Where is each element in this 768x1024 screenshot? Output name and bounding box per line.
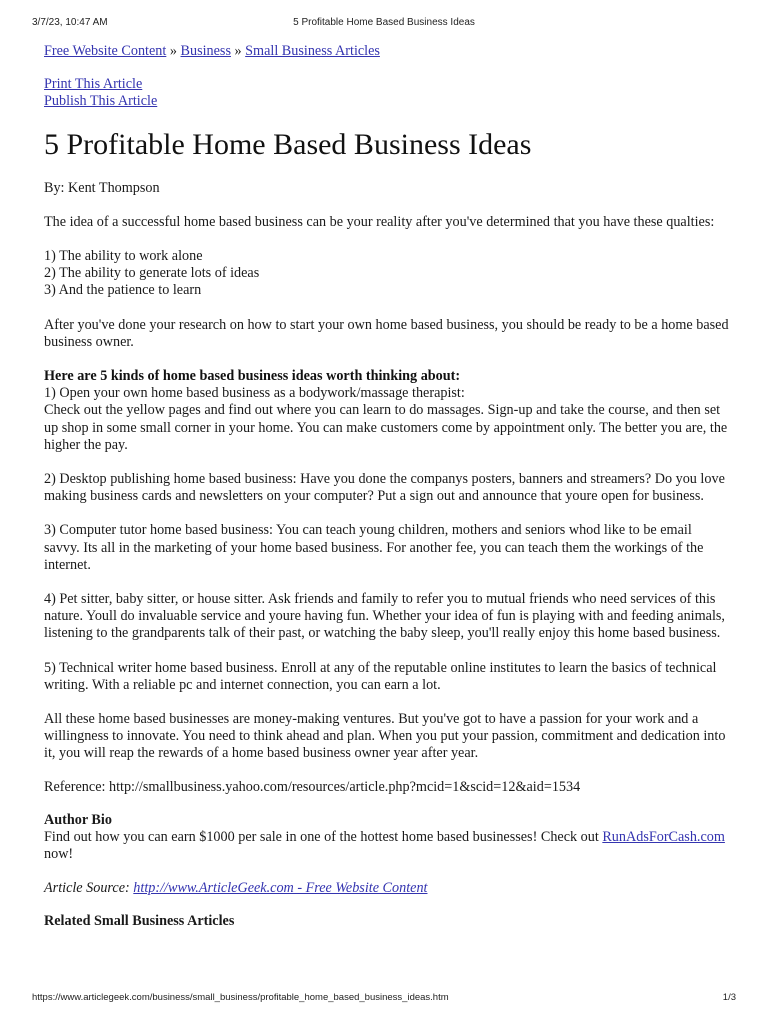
- print-date: 3/7/23, 10:47 AM: [32, 17, 108, 28]
- list-item: 3) And the patience to learn: [44, 282, 202, 299]
- author-bio-text-before: Find out how you can earn $1000 per sale in one of the hottest home based businesses! Check out: [44, 829, 603, 846]
- article-source-link[interactable]: http://www.ArticleGeek.com - Free Website Content: [133, 879, 428, 896]
- print-header: [32, 17, 736, 31]
- breadcrumb-business[interactable]: Business: [180, 43, 231, 59]
- after-research-paragraph: After you've done your research on how to start your own home based business, you should be ready to be a home based business owner.: [44, 316, 729, 350]
- article-source-label: Article Source:: [44, 879, 134, 896]
- idea-1-body: Check out the yellow pages and find out where you can learn to do massages. Sign-up and take the course, and then set up shop in some small corner in your home. You can make customers come by appointment only. The better you are, the higher the pay.: [44, 402, 728, 453]
- breadcrumb-separator: »: [234, 43, 242, 59]
- article-intro: The idea of a successful home based business can be your reality after you've determined that you have these qualties:: [44, 213, 715, 230]
- breadcrumb-small-business-articles[interactable]: Small Business Articles: [245, 43, 380, 59]
- list-item: 2) The ability to generate lots of ideas: [44, 265, 260, 282]
- author-bio-text: [44, 829, 730, 863]
- ideas-section: [44, 368, 730, 454]
- print-article-link[interactable]: Print This Article: [44, 76, 143, 93]
- related-articles-heading: Related Small Business Articles: [44, 912, 235, 929]
- author-bio-title: Author Bio: [44, 811, 112, 828]
- breadcrumb-free-website-content[interactable]: Free Website Content: [44, 43, 167, 59]
- breadcrumb: [44, 43, 730, 60]
- idea-3-paragraph: 3) Computer tutor home based business: You can teach young children, mothers and seniors whod like to be email savvy. Its all in the marketing of your home based business. For another fee, you can teach them the workings of the internet.: [44, 522, 704, 573]
- conclusion-paragraph: All these home based businesses are money-making ventures. But you've got to have a passion for your work and a willingness to innovate. You need to think ahead and plan. When you put your passion, commitment and dedication into it, you will reap the rewards of a home based business owner year after year.: [44, 711, 726, 762]
- idea-4-paragraph: 4) Pet sitter, baby sitter, or house sitter. Ask friends and family to refer you to mutual friends who need services of this nature. Youll do invaluable service and youre having fun. Whether your idea of fun is playing with and feeding animals, listening to the grandparents talk of their past, or watching the baby sleep, you'll really enjoy this home based business.: [44, 591, 725, 642]
- idea-5-paragraph: 5) Technical writer home based business. Enroll at any of the reputable online institutes to learn the basics of technical writing. With a reliable pc and internet connection, you can earn a lot.: [44, 659, 717, 693]
- runadsforcash-link[interactable]: RunAdsForCash.com: [602, 829, 725, 846]
- qualities-list: [44, 248, 730, 300]
- breadcrumb-separator: »: [169, 43, 177, 59]
- reference-line: Reference: http://smallbusiness.yahoo.com/resources/article.php?mcid=1&scid=12&aid=1534: [44, 778, 581, 795]
- article-byline: By: Kent Thompson: [44, 179, 160, 196]
- article-content: [44, 43, 730, 930]
- print-url: https://www.articlegeek.com/business/small_business/profitable_home_based_business_ideas.htm: [32, 992, 449, 1003]
- author-bio-text-after: now!: [44, 846, 74, 863]
- article-actions: [44, 76, 730, 110]
- publish-article-link[interactable]: Publish This Article: [44, 93, 158, 110]
- article-title: 5 Profitable Home Based Business Ideas: [44, 127, 532, 161]
- idea-1-title: 1) Open your own home based business as a bodywork/massage therapist:: [44, 385, 465, 402]
- idea-2-paragraph: 2) Desktop publishing home based business: Have you done the companys posters, banners and streamers? Do you love making business cards and newsletters on your computer? Put a sign out and announce that youre open for business.: [44, 471, 725, 505]
- page-number: 1/3: [722, 992, 736, 1003]
- list-item: 1) The ability to work alone: [44, 248, 203, 265]
- print-page-title: 5 Profitable Home Based Business Ideas: [293, 17, 475, 28]
- print-footer: [32, 992, 736, 1006]
- article-source: [44, 880, 730, 897]
- ideas-heading: Here are 5 kinds of home based business ideas worth thinking about:: [44, 368, 461, 385]
